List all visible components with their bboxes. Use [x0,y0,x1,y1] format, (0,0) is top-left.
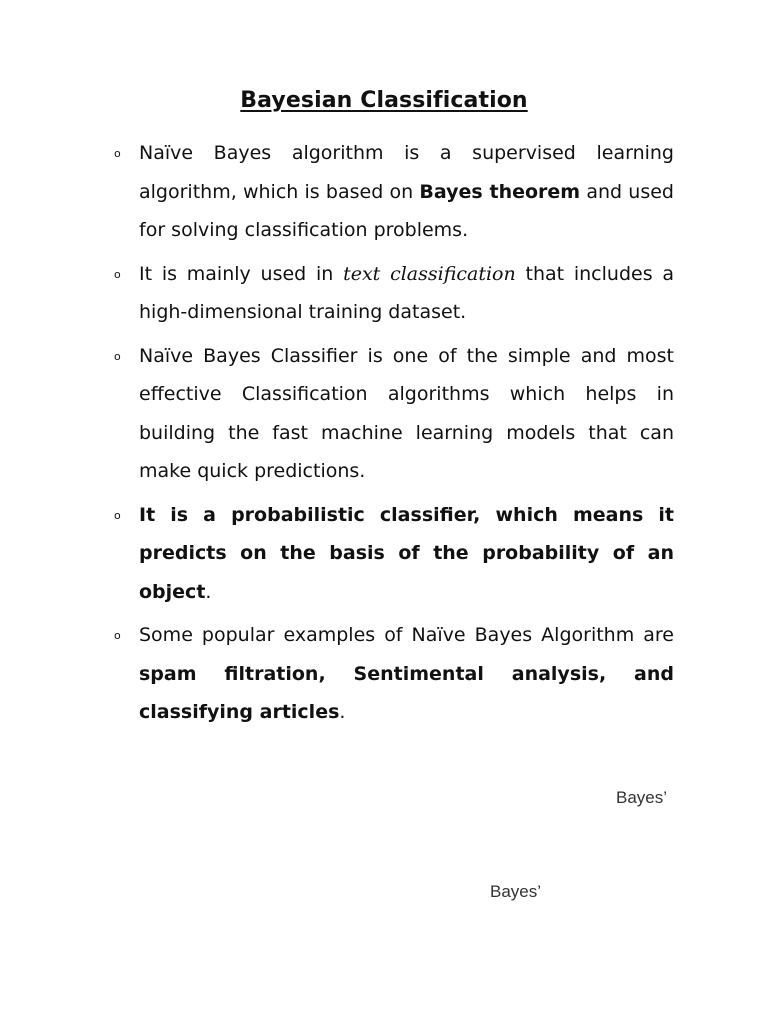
item-text: Naïve Bayes Classifier is one of the simple and most effective Classification algorithms which helps in building the fast machine learning models that can make quick predictions. [139,344,674,482]
page-title: Bayesian Classification [240,88,528,113]
item-text-bold: Bayes theorem [419,180,581,203]
item-text: . [205,580,212,603]
item-text: that includes a high-dimensional training dataset. [139,262,674,323]
list-item [114,255,674,332]
stray-label: Bayes’ [490,882,542,901]
item-text-bold: spam filtration, Sentimental analysis, and classifying articles [139,662,674,723]
item-text: It is mainly used in [139,262,344,285]
list-item [114,337,674,491]
bullet-icon: o [114,629,121,642]
list-item [114,496,674,612]
item-text: . [339,701,346,723]
bullet-icon: o [114,508,121,522]
item-text: and used for solving classification problems. [139,180,674,241]
item-text-italic: text classification [343,262,516,285]
stray-label: Bayes’ [616,788,668,807]
bullet-icon: o [114,267,121,281]
bullet-icon: o [114,147,121,160]
item-text: Some popular examples of Naïve Bayes Algorithm are [139,624,674,646]
list-item [114,616,674,732]
bullet-list [0,134,768,737]
list-item [114,134,674,250]
item-text-bold: It is a probabilistic classifier, which means it predicts on the basis of the probability of an object [139,503,674,603]
item-text: Naïve Bayes algorithm is a supervised learning algorithm, which is based on [139,142,674,203]
bullet-icon: o [114,349,121,363]
